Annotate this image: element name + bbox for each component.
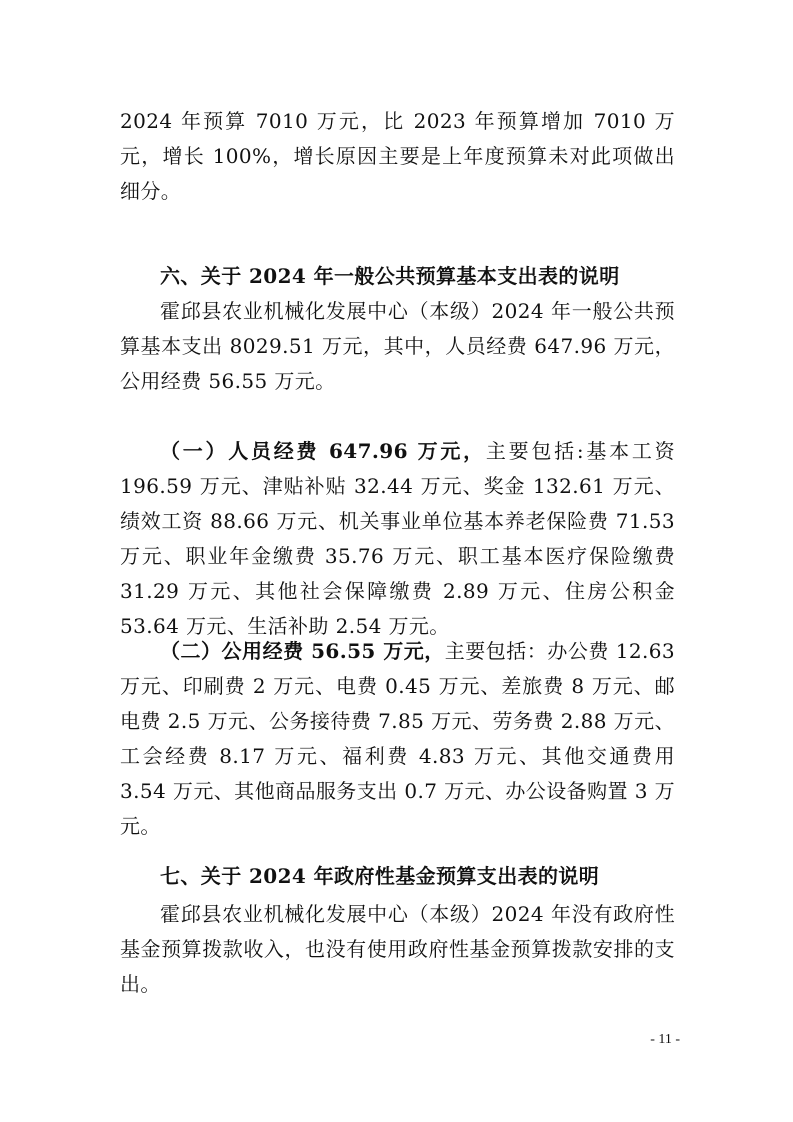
public-expenses-detail: 主要包括：办公费 12.63 万元、印刷费 2 万元、电费 0.45 万元、差旅费 8 万元、邮电费 2.5 万元、公务接待费 7.85 万元、劳务费 2.88 万元、工会经费 8.17 万元、福利费 4.83 万元、其他交通费用 3.54 万元、其他商品服务支出 0.7 万元、办公设备购置 3 万元。 — [120, 639, 676, 838]
public-expenses-lead: （二）公用经费 56.55 万元， — [160, 639, 445, 663]
page-number: - 11 - — [650, 1032, 680, 1047]
section-six-summary-paragraph: 霍邱县农业机械化发展中心（本级）2024 年一般公共预算基本支出 8029.51 万元，其中，人员经费 647.96 万元，公用经费 56.55 万元。 — [120, 299, 675, 393]
section-seven-body-paragraph: 霍邱县农业机械化发展中心（本级）2024 年没有政府性基金预算拨款收入，也没有使用政府性基金预算拨款安排的支出。 — [120, 902, 675, 996]
personnel-expenses-detail: 主要包括:基本工资 196.59 万元、津贴补贴 32.44 万元、奖金 132.61 万元、绩效工资 88.66 万元、机关事业单位基本养老保险费 71.53 万元、职业年金缴费 35.76 万元、职工基本医疗保险缴费 31.29 万元、其他社会保障缴费 2.89 万元、住房公积金 53.64 万元、生活补助 2.54 万元。 — [120, 439, 675, 638]
intro-continuation-paragraph: 2024 年预算 7010 万元，比 2023 年预算增加 7010 万元，增长 100%，增长原因主要是上年度预算未对此项做出细分。 — [120, 109, 675, 203]
personnel-expenses-lead: （一）人员经费 647.96 万元， — [160, 439, 486, 463]
section-six-heading: 六、关于 2024 年一般公共预算基本支出表的说明 — [160, 264, 620, 288]
section-seven-heading: 七、关于 2024 年政府性基金预算支出表的说明 — [160, 864, 600, 888]
personnel-expenses-paragraph — [120, 434, 675, 644]
public-expenses-paragraph — [120, 634, 675, 844]
